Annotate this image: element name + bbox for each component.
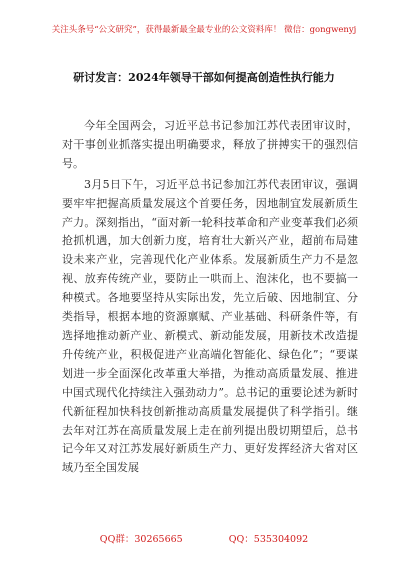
qq-number: QQ：535304092 bbox=[228, 534, 309, 545]
document-body bbox=[62, 117, 358, 480]
paragraph: 3月5日下午，习近平总书记参加江苏代表团审议，强调要牢牢把握高质量发展这个首要任务，因地制宜发展新质生产力。深刻指出，“面对新一轮科技革命和产业变革我们必须抢抓机遇，加大创新力度，培育壮大新兴产业，超前布局建设未来产业，完善现代化产业体系。发展新质生产力不是忽视、放弃传统产业，要防止一哄而上、泡沫化，也不要搞一种模式。各地要坚持从实际出发，先立后破、因地制宜、分类指导，根据本地的资源禀赋、产业基础、科研条件等，有选择地推动新产业、新模式、新动能发展，用新技术改造提升传统产业，积极促进产业高端化智能化、绿色化”；“要谋划进一步全面深化改革重大举措，为推动高质量发展、推进中国式现代化持续注入强劲动力”。总书记的重要论述为新时代新征程加快科技创新推动高质量发展提供了科学指引。继去年对江苏在高质量发展上走在前列提出殷切期望后，总书记今年又对江苏发展好新质生产力、更好发挥经济大省对区域乃至全国发展 bbox=[62, 177, 358, 475]
top-banner: 关注头条号“公文研究”，获得最新最全最专业的公文资料库！ 微信：gongwenyj bbox=[51, 25, 357, 35]
qq-group-number: QQ群：30265665 bbox=[99, 534, 183, 545]
paragraph: 今年全国两会，习近平总书记参加江苏代表团审议时，对干事创业抓落实提出明确要求，释放了拼搏实干的强烈信号。 bbox=[62, 119, 358, 170]
document-title: 研讨发言：2024年领导干部如何提高创造性执行能力 bbox=[73, 71, 335, 84]
footer-contact bbox=[0, 533, 408, 547]
